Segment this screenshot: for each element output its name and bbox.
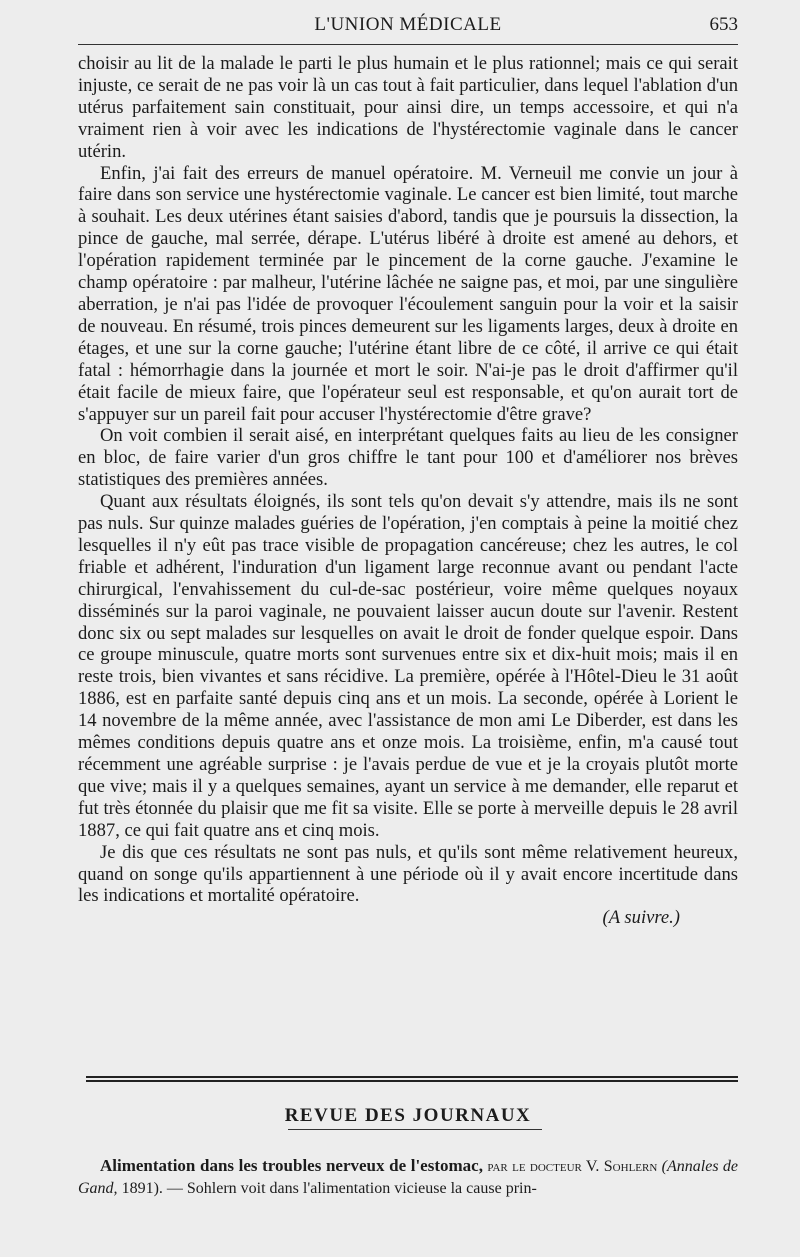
- paragraph: On voit combien il serait aisé, en interprétant quelques faits au lieu de les consigner en bloc, de faire varier d'un gros chiffre le tant pour 100 et d'améliorer nos brèves statistiques des premières années.: [78, 425, 738, 491]
- paragraph: Enfin, j'ai fait des erreurs de manuel opératoire. M. Verneuil me convie un jour à faire dans son service une hystérectomie vaginale. Le cancer est bien limité, tout marche à souhait. Les deux utérines étant saisies d'abord, tandis que je poursuis la dissection, la pince de gauche, mal serrée, dérape. L'utérus libéré à droite est amené au dehors, et l'opération rapidement terminée par le pincement de la corne gauche. J'examine le champ opératoire : par malheur, l'utérine lâchée ne saigne pas, et moi, par une singulière aberration, je n'ai pas l'idée de provoquer l'écoulement sanguin pour la voir et la saisir de nouveau. En résumé, trois pinces demeurent sur les ligaments larges, deux à droite en étages, et une sur la corne gauche; l'utérine étant libre de ce côté, il arrive ce qui était fatal : hémorrhagie dans la journée et mort le soir. N'ai-je pas le droit d'affirmer qu'il était facile de mieux faire, que l'opérateur seul est responsable, et qu'on aurait tort de s'appuyer sur un pareil fait pour accuser l'hystérectomie d'être grave?: [78, 162, 738, 425]
- article-body: [78, 53, 738, 929]
- review-author: par le docteur V. Sohlern: [487, 1158, 658, 1175]
- paragraph: choisir au lit de la malade le parti le plus humain et le plus rationnel; mais ce qui serait injuste, ce serait de ne pas voir là un cas tout à fait particulier, dans lequel l'ablation d'un utérus parfaitement sain constituait, pour ainsi dire, un temps accessoire, et qui n'a vraiment rien à voir avec les indications de l'hystérectomie vaginale dans le cancer utérin.: [78, 53, 738, 162]
- paragraph: Quant aux résultats éloignés, ils sont tels qu'on devait s'y attendre, mais ils ne sont pas nuls. Sur quinze malades guéries de l'opération, j'en comptais à peine la moitié chez lesquelles il n'y eût pas trace visible de propagation cancéreuse; chez les autres, le col friable et adhérent, l'induration d'un ligament large reconnue avant ou pendant l'acte chirurgical, l'envahissement du cul-de-sac postérieur, voire même quelques noyaux disséminés sur la paroi vaginale, ne pouvaient laisser aucun doute sur l'avenir. Restent donc six ou sept malades sur lesquelles on avait le droit de fonder quelque espoir. Dans ce groupe minuscule, quatre morts sont survenues entre six et dix-huit mois; mais il en reste trois, bien vivantes et sans récidive. La première, opérée à l'Hôtel-Dieu le 31 août 1886, est en parfaite santé depuis cinq ans et un mois. La seconde, opérée à Lorient le 14 novembre de la même année, avec l'assistance de mon ami Le Diberder, est dans les mêmes conditions depuis quatre ans et onze mois. La troisième, enfin, m'a causé tout récemment une agréable surprise : je l'avais perdue de vue et je la croyais plutôt morte que vive; mais il y a quelques semaines, ayant un service à me demander, elle reparut et fut très étonnée du plaisir que me fit sa visite. Elle se porte à merveille depuis le 28 avril 1887, ce qui fait quatre ans et cinq mois.: [78, 491, 738, 841]
- section-title: REVUE DES JOURNAUX: [284, 1105, 532, 1126]
- review-paragraph: [78, 1155, 738, 1200]
- running-head: [78, 14, 738, 40]
- review-journal: (Annales de Gand,: [78, 1158, 739, 1197]
- page-number: 653: [709, 14, 738, 35]
- running-title: L'UNION MÉDICALE: [314, 14, 502, 35]
- section-title-rule: [288, 1129, 542, 1130]
- paragraph: Je dis que ces résultats ne sont pas nuls, et qu'ils sont même relativement heureux, quand on songe qu'ils appartiennent à une période où il y avait encore incertitude dans les indications et mortalité opératoire.: [78, 841, 738, 907]
- review-year: 1891).: [121, 1180, 163, 1197]
- section-divider: [86, 1076, 738, 1082]
- header-rule: [78, 44, 738, 45]
- review-excerpt: — Sohlern voit dans l'alimentation vicieuse la cause prin-: [166, 1180, 537, 1197]
- review-article-title: Alimentation dans les troubles nerveux de l'estomac,: [100, 1156, 483, 1175]
- to-follow-note: (A suivre.): [602, 907, 680, 929]
- journal-review: [78, 1155, 738, 1200]
